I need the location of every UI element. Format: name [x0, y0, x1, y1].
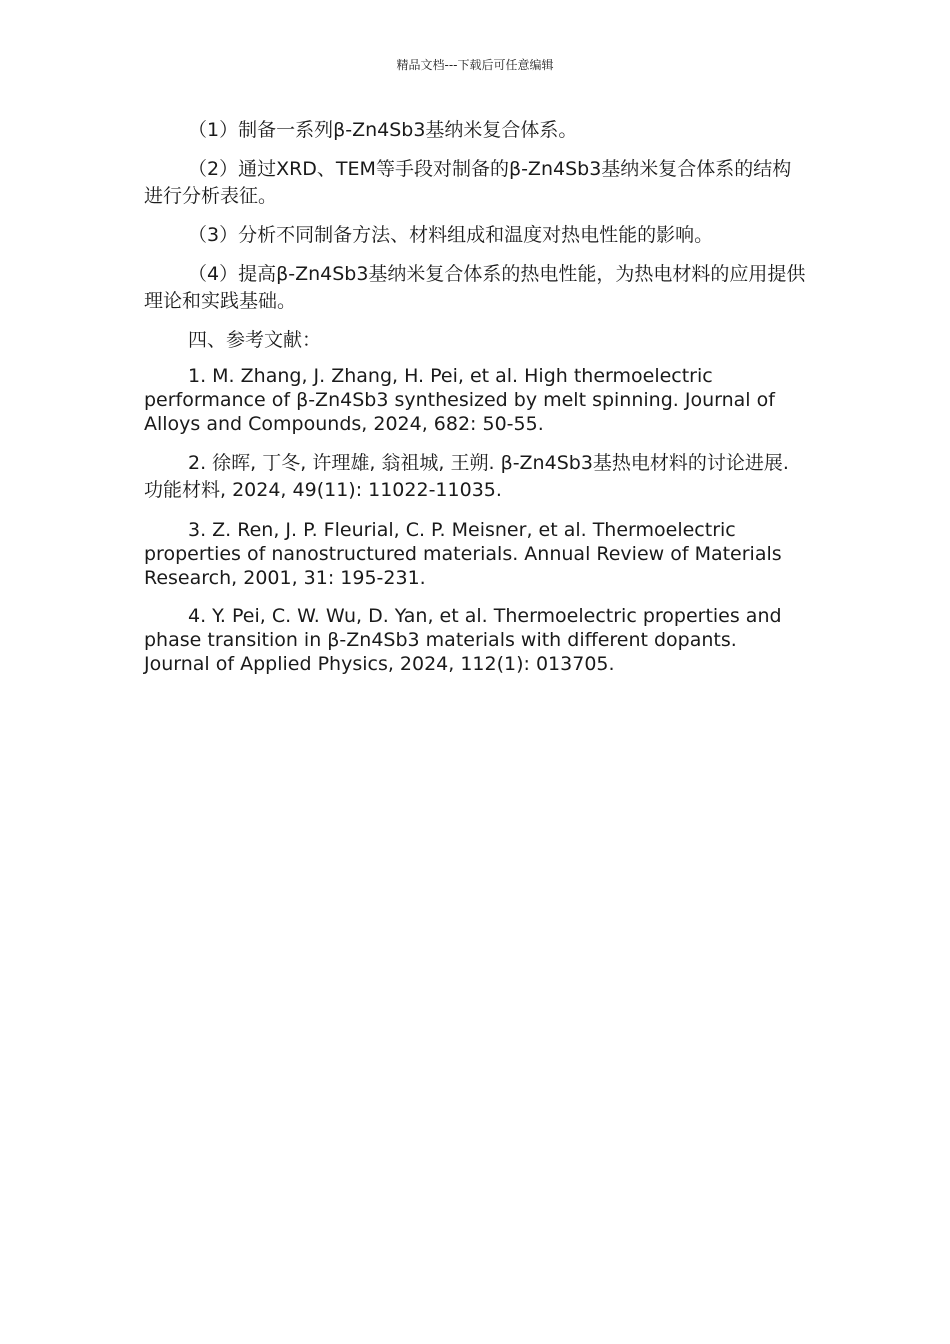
objective-paragraph-3: （3）分析不同制备方法、材料组成和温度对热电性能的影响。	[188, 224, 714, 246]
reference-item-3: 3. Z. Ren, J. P. Fleurial, C. P. Meisner, et al. Thermoelectric properties of nanostructured materials. Annual Review of Materials Research, 2001, 31: 195-231.	[144, 519, 782, 589]
objective-paragraph-2: （2）通过XRD、TEM等手段对制备的β-Zn4Sb3基纳米复合体系的结构进行分析表征。	[144, 158, 792, 207]
reference-item-4: 4. Y. Pei, C. W. Wu, D. Yan, et al. Thermoelectric properties and phase transition in β-Zn4Sb3 materials with different dopants. Journal of Applied Physics, 2024, 112(1): 013705.	[144, 605, 782, 675]
objective-paragraph-4: （4）提高β-Zn4Sb3基纳米复合体系的热电性能，为热电材料的应用提供理论和实践基础。	[144, 263, 806, 312]
references-heading: 四、参考文献：	[188, 329, 322, 351]
page-header: 精品文档---下载后可任意编辑	[396, 58, 554, 72]
reference-item-1: 1. M. Zhang, J. Zhang, H. Pei, et al. High thermoelectric performance of β-Zn4Sb3 synthesized by melt spinning. Journal of Alloys and Compounds, 2024, 682: 50-55.	[144, 365, 775, 435]
reference-item-2: 2. 徐晖, 丁冬, 许理雄, 翁祖城, 王朔. β-Zn4Sb3基热电材料的讨论进展. 功能材料, 2024, 49(11): 11022-11035.	[144, 452, 789, 501]
objective-paragraph-1: （1）制备一系列β-Zn4Sb3基纳米复合体系。	[188, 119, 578, 141]
document-body	[144, 117, 806, 690]
